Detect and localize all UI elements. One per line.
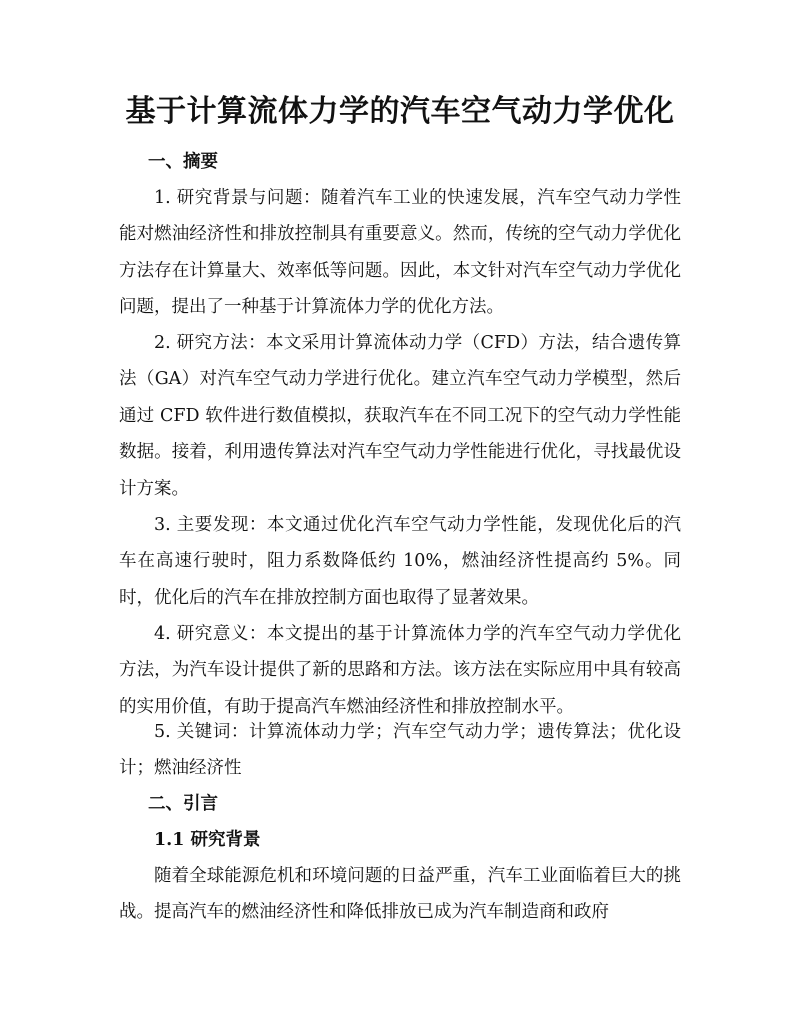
- section-heading-abstract: 一、摘要: [148, 152, 218, 172]
- subsection-heading-background: 1.1 研究背景: [154, 830, 261, 850]
- intro-paragraph: 随着全球能源危机和环境问题的日益严重，汽车工业面临着巨大的挑战。提高汽车的燃油经济性和降低排放已成为汽车制造商和政府: [119, 866, 681, 923]
- section-heading-introduction: 二、引言: [148, 794, 218, 814]
- abstract-paragraph-findings: 3. 主要发现：本文通过优化汽车空气动力学性能，发现优化后的汽车在高速行驶时，阻力系数降低约 10%，燃油经济性提高约 5%。同时，优化后的汽车在排放控制方面也取得了显著效果。: [119, 515, 681, 608]
- abstract-paragraph-significance: 4. 研究意义：本文提出的基于计算流体力学的汽车空气动力学优化方法，为汽车设计提供了新的思路和方法。该方法在实际应用中具有较高的实用价值，有助于提高汽车燃油经济性和排放控制水平。: [119, 624, 681, 717]
- abstract-paragraph-background: 1. 研究背景与问题：随着汽车工业的快速发展，汽车空气动力学性能对燃油经济性和排放控制具有重要意义。然而，传统的空气动力学优化方法存在计算量大、效率低等问题。因此，本文针对汽车空气动力学优化问题，提出了一种基于计算流体力学的优化方法。: [119, 188, 681, 318]
- abstract-paragraph-keywords: 5. 关键词：计算流体动力学；汽车空气动力学；遗传算法；优化设计；燃油经济性: [119, 722, 681, 779]
- document-title: 基于计算流体力学的汽车空气动力学优化: [125, 94, 675, 129]
- abstract-paragraph-method: 2. 研究方法：本文采用计算流体动力学（CFD）方法，结合遗传算法（GA）对汽车空气动力学进行优化。建立汽车空气动力学模型，然后通过 CFD 软件进行数值模拟，获取汽车在不同工况下的空气动力学性能数据。接着，利用遗传算法对汽车空气动力学性能进行优化，寻找最优设计方案。: [119, 333, 681, 499]
